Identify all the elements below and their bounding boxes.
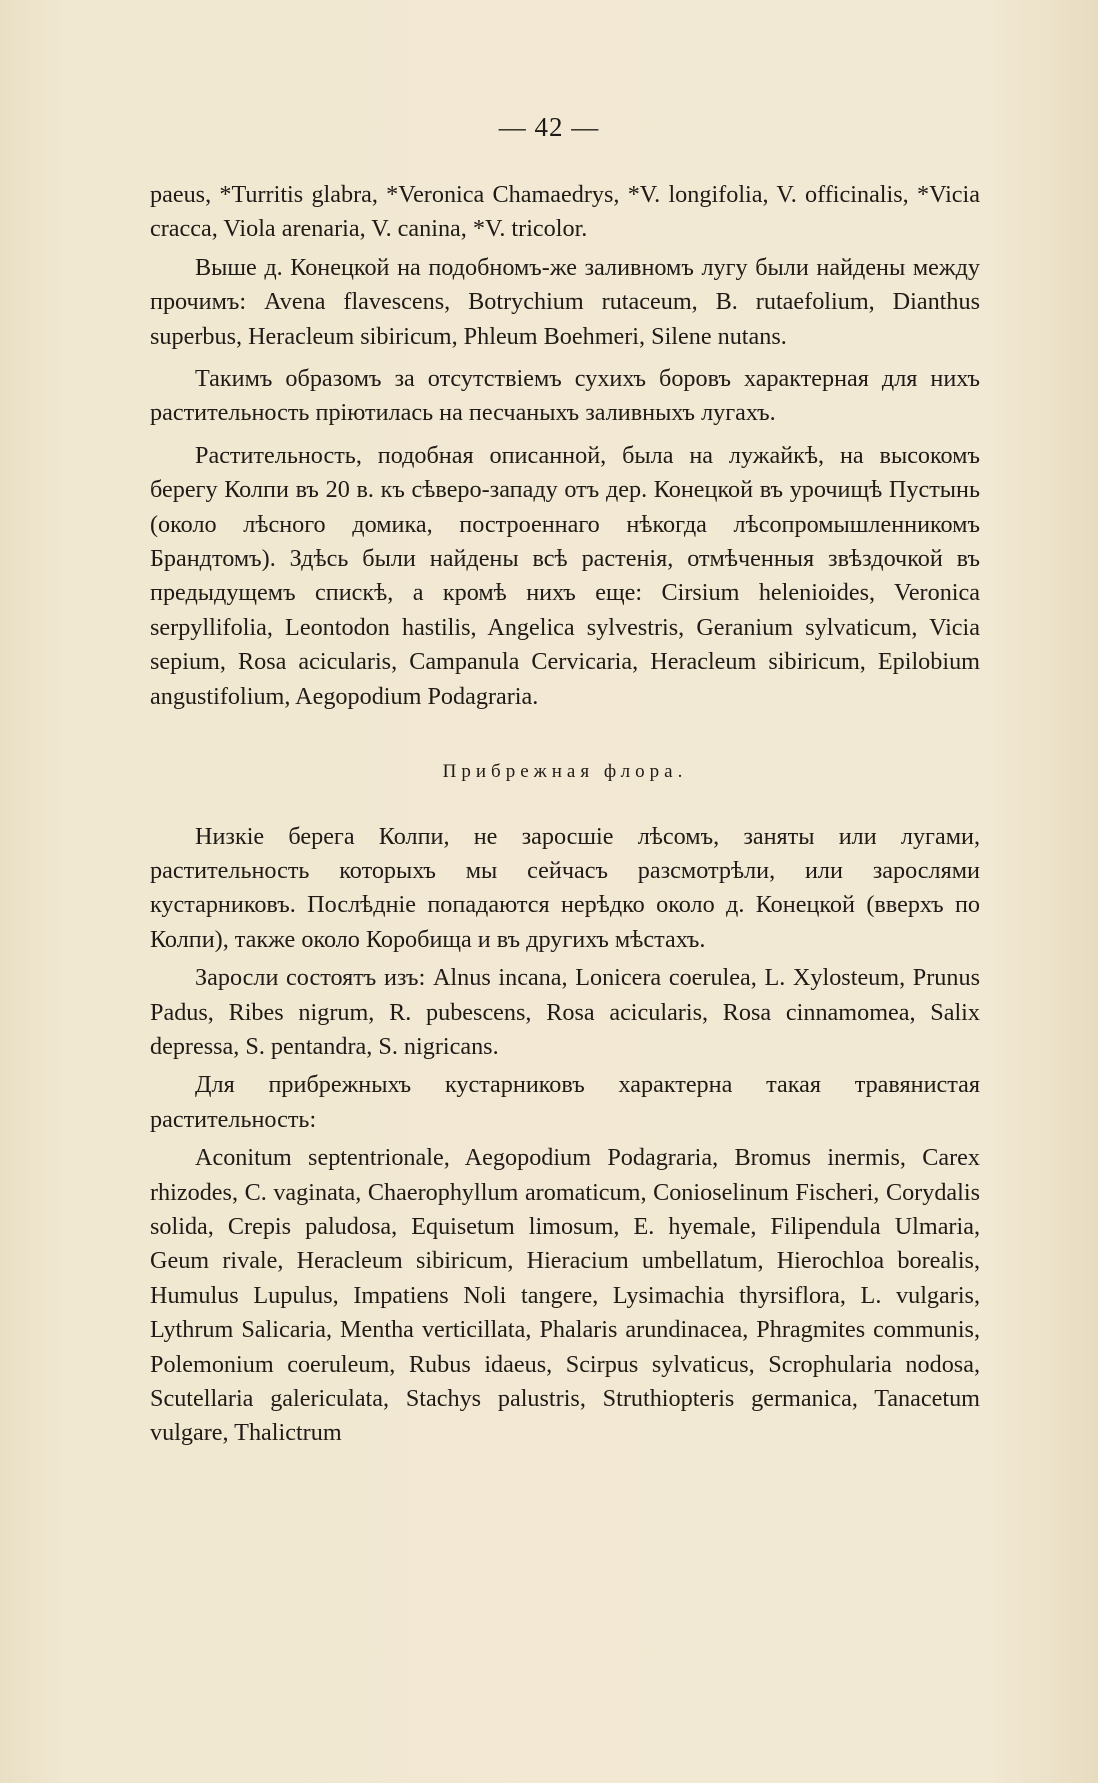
paragraph-species-list: Aconitum septentrionale, Aegopodium Podagraria, Bromus inermis, Carex rhizodes, C. vaginata, Chaerophyllum aromaticum, Conioselinum Fischeri, Corydalis solida, Crepis paludosa, Equisetum limosum, E. hyemale, Filipendula Ulmaria, Geum rivale, Heracleum sibiricum, Hieracium umbellatum, Hierochloa borealis, Humulus Lupulus, Impatiens Noli tangere, Lysimachia thyrsiflora, L. vulgaris, Lythrum Salicaria, Mentha verticillata, Phalaris arundinacea, Phragmites communis, Polemonium coeruleum, Rubus idaeus, Scirpus sylvaticus, Scrophularia nodosa, Scutellaria galericulata, Stachys palustris, Struthiopteris germanica, Tanacetum vulgare, Thalictrum <box>150 1144 980 1447</box>
paragraph-sandy-meadows: Такимъ образомъ за отсутствіемъ сухихъ боровъ характерная для нихъ растительность пріютилась на песчаныхъ заливныхъ лугахъ. <box>150 365 980 427</box>
paragraph-continuation: paeus, *Turritis glabra, *Veronica Chamaedrys, *V. longifolia, V. officinalis, *Vicia cracca, Viola arenaria, V. canina, *V. tricolor. <box>150 181 980 243</box>
page-number: — 42 — <box>498 112 600 142</box>
section-heading: Прибрежная флора. <box>442 761 688 783</box>
body-text <box>150 178 980 1451</box>
paragraph-low-banks: Низкіе берега Колпи, не заросшіе лѣсомъ, заняты или лугами, растительность которыхъ мы сейчасъ разсмотрѣли, или зарослями кустарниковъ. Послѣдніе попадаются нерѣдко около д. Конецкой (вверхъ по Колпи), также около Коробища и въ другихъ мѣстахъ. <box>150 822 980 953</box>
paragraph-pustyn-glade: Растительность, подобная описанной, была на лужайкѣ, на высокомъ берегу Колпи въ 20 в. къ сѣверо-западу отъ дер. Конецкой въ урочищѣ Пустынь (около лѣсного домика, построеннаго нѣкогда лѣсопромышленникомъ Брандтомъ). Здѣсь были найдены всѣ растенія, отмѣченныя звѣздочкой въ предыдущемъ спискѣ, а кромѣ нихъ еще: Cirsium helenioides, Veronica serpyllifolia, Leontodon hastilis, Angelica sylvestris, Geranium sylvaticum, Vicia sepium, Rosa acicularis, Campanula Cervicaria, Heracleum sibiricum, Epilobium angustifolium, Aegopodium Podagraria. <box>150 441 980 710</box>
paragraph-konetskaya-meadow: Выше д. Конецкой на подобномъ-же заливномъ лугу были найдены между прочимъ: Avena flavescens, Botrychium rutaceum, B. rutaefolium, Dianthus superbus, Heracleum sibiricum, Phleum Boehmeri, Silene nutans. <box>150 253 980 350</box>
paragraph-thickets: Заросли состоятъ изъ: Alnus incana, Lonicera coerulea, L. Xylosteum, Prunus Padus, Ribes nigrum, R. pubescens, Rosa acicularis, Rosa cinnamomea, Salix depressa, S. pentandra, S. nigricans. <box>150 964 980 1060</box>
paragraph-herbaceous-intro: Для прибрежныхъ кустарниковъ характерна такая травянистая растительность: <box>150 1071 980 1133</box>
